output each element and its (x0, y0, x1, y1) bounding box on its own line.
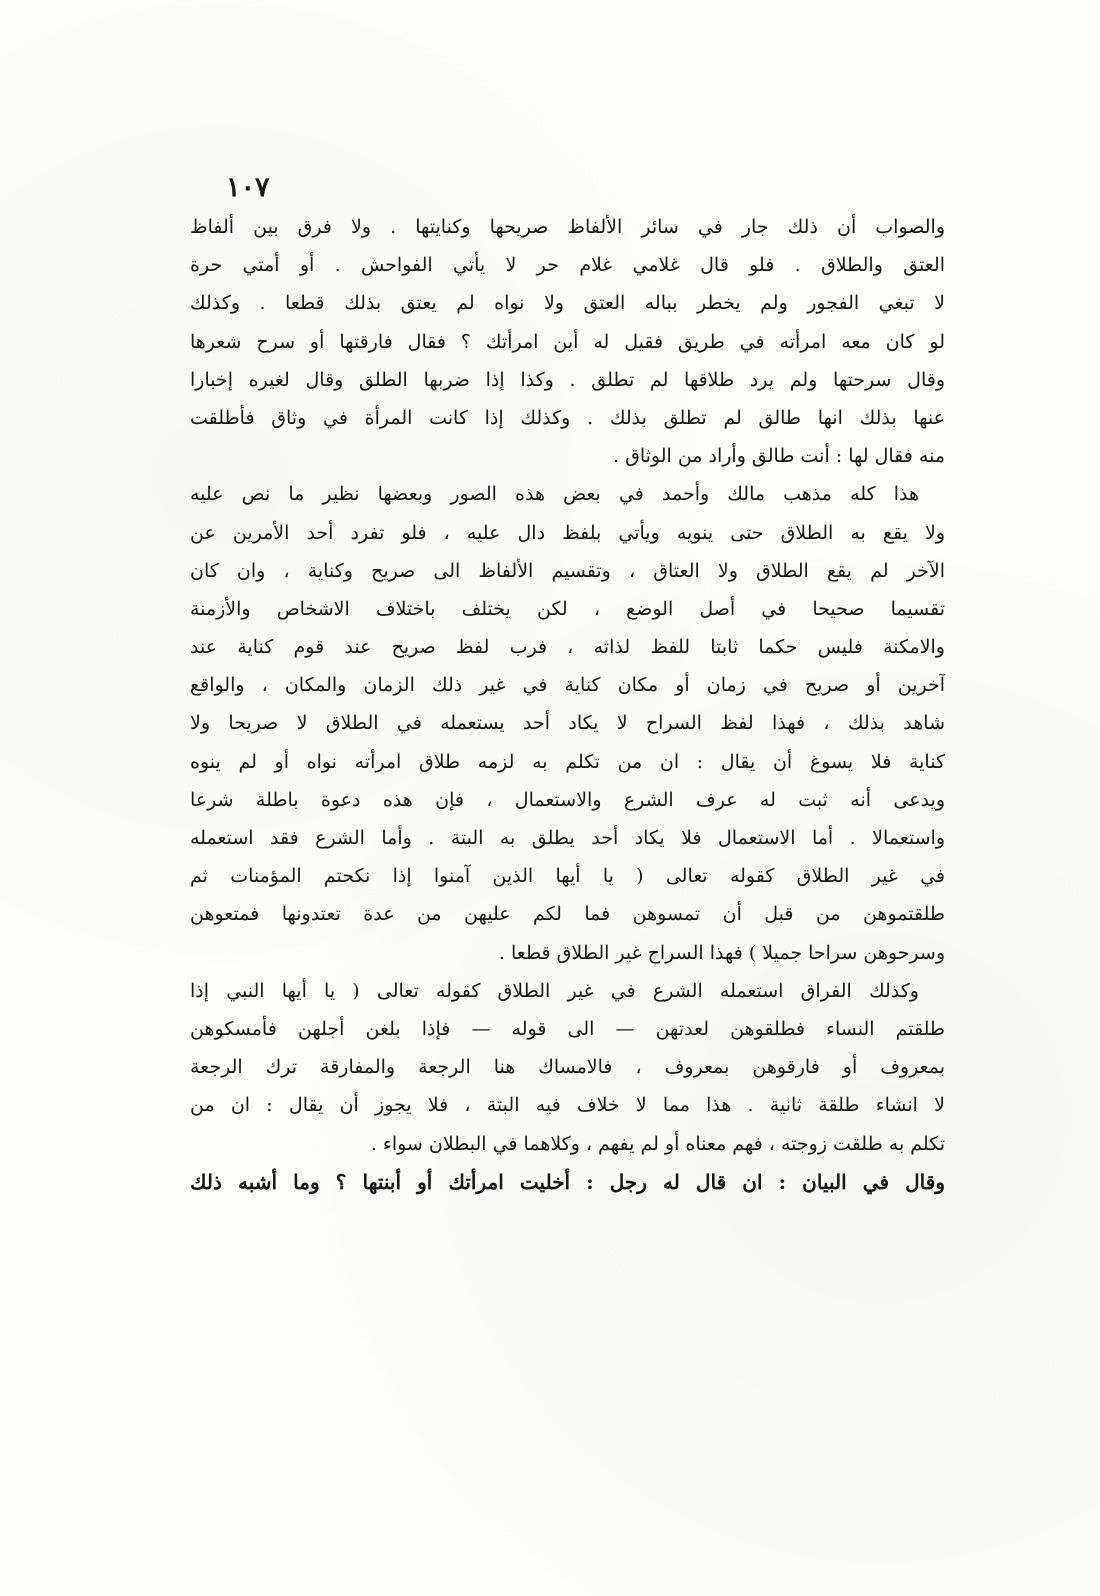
text-line: وقال سرحتها ولم يرد طلاقها لم تطلق . وكذا إذا ضربها الطلق وقال لغيره إخبارا (190, 368, 945, 391)
paragraph-start-line: هذا كله مذهب مالك وأحمد في بعض هذه الصور وبعضها نظير ما نص عليه (190, 483, 919, 506)
page-number: ١٠٧ (226, 172, 270, 203)
text-line: وسرحوهن سراحا جميلا ) فهذا السراح غير الطلاق قطعا . (498, 941, 945, 964)
text-line: منه فقال لها : أنت طالق وأراد من الوثاق . (613, 445, 945, 468)
text-line: تقسيما صحيحا في أصل الوضع ، لكن يختلف باختلاف الاشخاص والأزمنة (190, 597, 945, 620)
text-line: وقال في البيان : ان قال له رجل : أخليت امرأتك أو أبنتها ؟ وما أشبه ذلك (190, 1169, 945, 1194)
text-line: في غير الطلاق كقوله تعالى ( يا أيها الذين آمنوا إذا نكحتم المؤمنات ثم (190, 865, 945, 888)
text-line: كناية فلا يسوغ أن يقال : ان من تكلم به لزمه طلاق امرأته نواه أو لم ينوه (190, 750, 945, 773)
body-text (190, 208, 945, 1201)
paragraph-start-line: وكذلك الفراق استعمله الشرع في غير الطلاق كقوله تعالى ( يا أيها النبي إذا (190, 979, 919, 1002)
text-line: شاهد بذلك ، فهذا لفظ السراح لا يكاد أحد يستعمله في الطلاق لا صريحا ولا (190, 712, 945, 735)
text-line: عنها بذلك انها طالق لم تطلق بذلك . وكذلك إذا كانت المرأة في وثاق فأطلقت (190, 406, 945, 429)
text-line: ويدعى أنه ثبت له عرف الشرع والاستعمال ، فإن هذه دعوة باطلة شرعا (190, 788, 945, 811)
text-line: آخرين أو صريح في زمان أو مكان كناية في غير ذلك الزمان والمكان ، والواقع (190, 674, 945, 697)
text-line: والصواب أن ذلك جار في سائر الألفاظ صريحها وكنايتها . ولا فرق بين ألفاظ (190, 216, 945, 238)
text-line: العتق والطلاق . فلو قال غلامي غلام حر لا يأتي الفواحش . أو أمتي حرة (190, 254, 945, 277)
text-line: لو كان معه امرأته في طريق فقيل له أين امرأتك ؟ فقال فارقتها أو سرح شعرها (190, 330, 945, 353)
text-line: الآخر لم يقع الطلاق ولا العتاق ، وتقسيم الألفاظ الى صريح وكناية ، وان كان (190, 559, 945, 582)
text-line: لا تبغي الفجور ولم يخطر بباله العتق ولا نواه لم يعتق بذلك قطعا . وكذلك (190, 292, 945, 315)
text-line: طلقتم النساء فطلقوهن لعدتهن — الى قوله — فإذا بلغن أجلهن فأمسكوهن (190, 1017, 945, 1040)
text-line: تكلم به طلقت زوجته ، فهم معناه أو لم يفهم ، وكلاهما في البطلان سواء . (370, 1132, 945, 1155)
text-line: واستعمالا . أما الاستعمال فلا يكاد أحد يطلق به البتة . وأما الشرع فقد استعمله (190, 827, 945, 849)
text-line: بمعروف أو فارقوهن بمعروف ، فالامساك هنا الرجعة والمفارقة ترك الرجعة (190, 1056, 945, 1079)
text-line: طلقتموهن من قبل أن تمسوهن فما لكم عليهن من عدة تعتدونها فمتعوهن (190, 903, 945, 926)
text-line: لا انشاء طلقة ثانية . هذا مما لا خلاف فيه البتة ، فلا يجوز أن يقال : ان من (190, 1094, 945, 1117)
text-line: والامكنة فليس حكما ثابتا للفظ لذاته ، فرب لفظ صريح عند قوم كناية عند (190, 636, 945, 659)
text-line: ولا يقع به الطلاق حتى ينويه ويأتي بلفظ دال عليه ، فلو تفرد أحد الأمرين عن (190, 521, 945, 544)
